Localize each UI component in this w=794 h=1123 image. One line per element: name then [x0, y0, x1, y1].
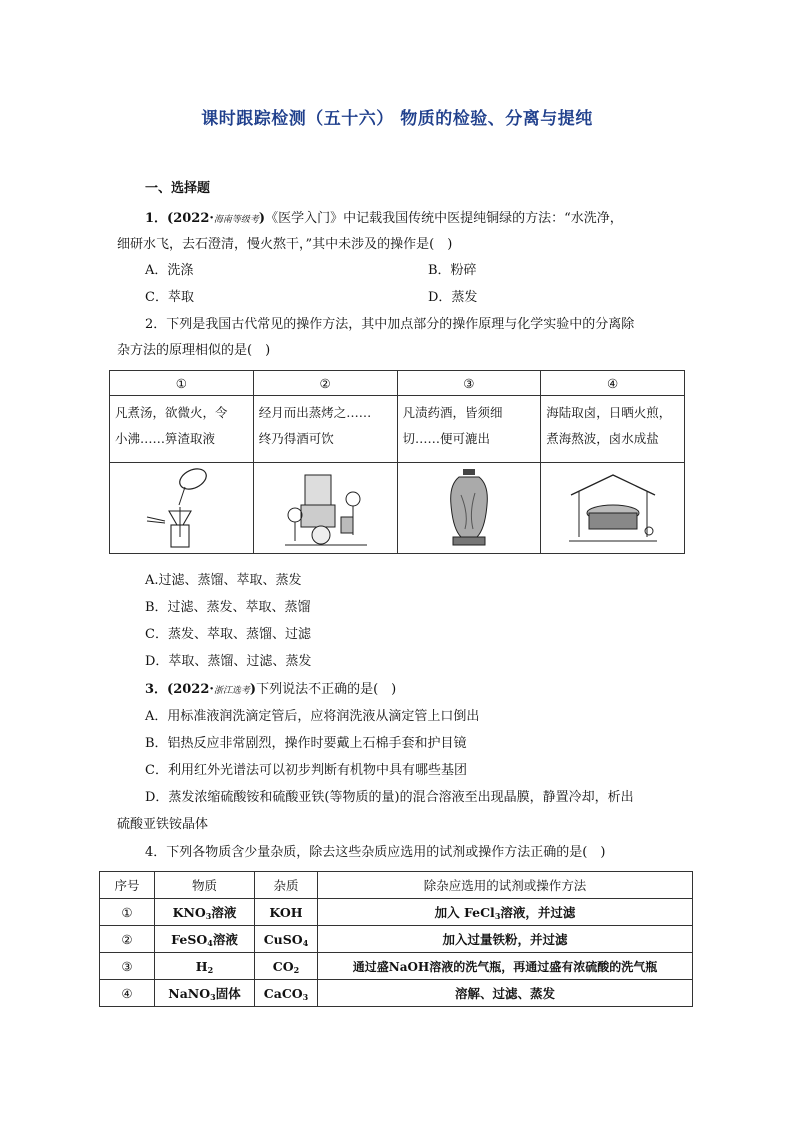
- row-method: [318, 953, 693, 980]
- q2-header-3: ③: [397, 371, 541, 396]
- q2-cell-4: [541, 396, 685, 463]
- method-text: 通过盛: [352, 959, 389, 974]
- method-text: 加入过量铁粉，并过滤: [442, 932, 568, 947]
- row-index: ②: [100, 926, 155, 953]
- formula: NaNO: [168, 986, 211, 1001]
- q1-option-b: B．粉碎: [428, 263, 477, 278]
- q1-option-d: D．蒸发: [428, 290, 478, 305]
- section-heading: 一、选择题: [145, 181, 211, 196]
- q4-header-index: 序号: [100, 872, 155, 899]
- q2-cell-1-line1: 凡煮汤，欲微火，令: [115, 405, 228, 420]
- formula: CuSO: [263, 931, 303, 947]
- formula: NaOH: [388, 959, 430, 974]
- row-method: [318, 926, 693, 953]
- row-substance: [155, 926, 255, 953]
- q2-option-a: A.过滤、蒸馏、萃取、蒸发: [145, 573, 302, 588]
- q2-cell-1-line2: 小沸……箅渣取液: [115, 431, 216, 446]
- q2-option-c: C．蒸发、萃取、蒸馏、过滤: [145, 627, 311, 642]
- q3-option-c: C．利用红外光谱法可以初步判断有机物中具有哪些基团: [145, 763, 467, 778]
- page-title: 课时跟踪检测（五十六） 物质的检验、分离与提纯: [201, 109, 593, 129]
- row-impurity: [255, 899, 318, 926]
- formula: FeSO: [171, 932, 208, 947]
- substance-state: 溶液: [211, 905, 237, 920]
- q4-header-substance: 物质: [155, 872, 255, 899]
- subscript: 3: [302, 991, 309, 1002]
- q2-header-2: ②: [253, 371, 397, 396]
- q2-cell-3: [397, 396, 541, 463]
- q3-year: (2022·: [167, 682, 214, 697]
- formula: CaCO: [263, 985, 303, 1001]
- q1-source: 海南等级考: [213, 215, 259, 225]
- row-index: ①: [100, 899, 155, 926]
- q3-option-b: B．铝热反应非常剧烈，操作时要戴上石棉手套和护目镜: [145, 736, 467, 751]
- q2-header-4: ④: [541, 371, 685, 396]
- wine-jar-illustration: [397, 463, 541, 554]
- q3-source-close: ): [249, 682, 257, 697]
- q2-text2: 杂方法的原理相似的是( ): [117, 343, 271, 358]
- row-method: [318, 899, 693, 926]
- row-impurity: [255, 926, 318, 953]
- method-text: 加入: [434, 905, 460, 920]
- q3-line: [145, 681, 396, 700]
- row-impurity: [255, 953, 318, 980]
- q1-text1: 《医学入门》中记载我国传统中医提纯铜绿的方法：“水洗净，: [265, 211, 623, 226]
- q2-cell-1: [110, 396, 254, 463]
- q3-option-d1: D．蒸发浓缩硫酸铵和硫酸亚铁(等物质的量)的混合溶液至出现晶膜，静置冷却，析出: [145, 790, 634, 805]
- distillation-illustration: [253, 463, 397, 554]
- substance-state: 固体: [215, 986, 241, 1001]
- q4-table: [99, 871, 693, 1007]
- q1-line1: [145, 210, 623, 229]
- q1-source-close: ): [258, 211, 266, 226]
- q3-option-a: A．用标准液润洗滴定管后，应将润洗液从滴定管上口倒出: [145, 709, 480, 724]
- table-row: [100, 926, 693, 953]
- salt-boiling-illustration: [541, 463, 685, 554]
- formula: FeCl: [463, 905, 495, 920]
- subscript: 2: [207, 964, 214, 975]
- q4-text: 4．下列各物质含少量杂质，除去这些杂质应选用的试剂或操作方法正确的是( ): [145, 845, 606, 860]
- q1-year: (2022·: [167, 211, 214, 226]
- q2-option-b: B．过滤、蒸发、萃取、蒸馏: [145, 600, 311, 615]
- q2-cell-3-line2: 切……便可漉出: [402, 431, 491, 446]
- q2-cell-2-line2: 终乃得酒可饮: [258, 431, 334, 446]
- method-text: 溶解、过滤、蒸发: [454, 986, 555, 1001]
- method-tail: 溶液的洗气瓶，再通过盛有浓硫酸的洗气瓶: [429, 959, 658, 974]
- q2-cell-4-line1: 海陆取卤，日晒火煎，: [546, 405, 672, 420]
- q1-option-a: A．洗涤: [145, 263, 194, 278]
- q2-cell-3-line1: 凡渍药酒，皆须细: [402, 405, 503, 420]
- q3-text: 下列说法不正确的是( ): [256, 682, 397, 697]
- substance-state: 溶液: [212, 932, 238, 947]
- row-method: [318, 980, 693, 1007]
- formula: H: [195, 958, 208, 974]
- q2-cell-4-line2: 煮海熬波，卤水成盐: [546, 431, 659, 446]
- q2-cell-2: [253, 396, 397, 463]
- q2-option-d: D．萃取、蒸馏、过滤、蒸发: [145, 654, 312, 669]
- subscript: 3: [494, 911, 501, 921]
- row-substance: [155, 953, 255, 980]
- q4-header-method: 除杂应选用的试剂或操作方法: [318, 872, 693, 899]
- table-row: [100, 899, 693, 926]
- formula: KOH: [269, 904, 303, 920]
- q2-header-1: ①: [110, 371, 254, 396]
- q4-header-impurity: 杂质: [255, 872, 318, 899]
- subscript: 2: [293, 964, 300, 975]
- q2-table: [109, 370, 685, 554]
- q1-text2: 细研水飞，去石澄清，慢火熬干，”其中未涉及的操作是( ): [117, 237, 453, 252]
- q1-number: 1．: [145, 211, 168, 226]
- q1-option-c: C．萃取: [145, 290, 194, 305]
- q2-text1: 2．下列是我国古代常见的操作方法，其中加点部分的操作原理与化学实验中的分离除: [145, 317, 635, 332]
- subscript: 4: [207, 938, 213, 948]
- row-impurity: [255, 980, 318, 1007]
- row-index: ③: [100, 953, 155, 980]
- q3-source: 浙江选考: [213, 686, 250, 696]
- row-substance: [155, 899, 255, 926]
- table-row: [100, 953, 693, 980]
- q3-number: 3．: [145, 682, 168, 697]
- row-substance: [155, 980, 255, 1007]
- subscript: 3: [205, 911, 212, 921]
- subscript: 4: [302, 937, 309, 948]
- q2-cell-2-line1: 经月而出蒸烤之……: [258, 405, 372, 420]
- row-index: ④: [100, 980, 155, 1007]
- table-row: [100, 980, 693, 1007]
- formula: KNO: [172, 905, 206, 920]
- q3-option-d2: 硫酸亚铁铵晶体: [117, 817, 209, 832]
- method-tail: 溶液，并过滤: [500, 905, 576, 920]
- subscript: 3: [210, 992, 216, 1002]
- formula: CO: [272, 958, 294, 974]
- filtration-illustration: [110, 463, 254, 554]
